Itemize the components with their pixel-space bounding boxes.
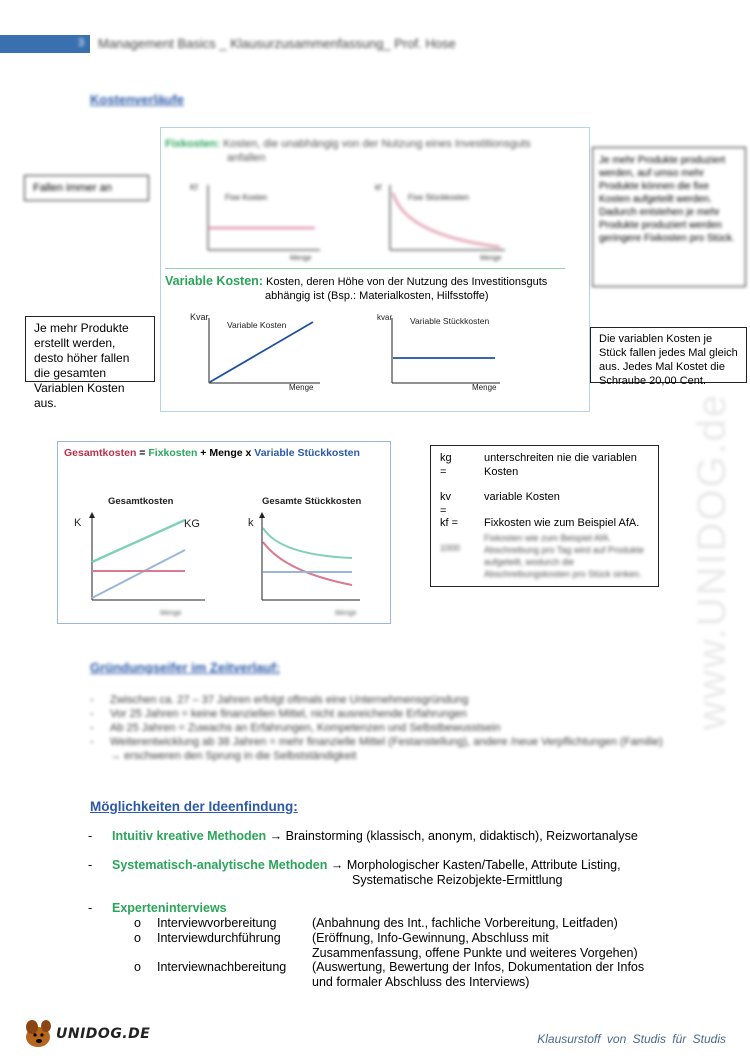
sub-desc-vorbereitung: (Anbahnung des Int., fachliche Vorbereitung, Leitfaden): [312, 916, 618, 930]
ideen-list: [88, 829, 688, 1029]
gruendung-item: - Vor 25 Jahren = keine finanziellen Mittel, nicht ausreichende Erfahrungen: [88, 707, 663, 721]
section-heading-ideen: Möglichkeiten der Ideenfindung:: [90, 799, 298, 814]
note-variable-stueck: Die variablen Kosten je Stück fallen jedes Mal gleich aus. Jedes Mal Kostet die Schraube 20,00 Cent.: [590, 327, 747, 383]
fixkosten-charts: [180, 175, 570, 265]
ideen-text-systematisch-2: Systematische Reizobjekte-Ermittlung: [352, 873, 563, 887]
logo-text: UNIDOG.DE: [56, 1026, 151, 1042]
section-heading-kosten: Kostenverläufe: [90, 92, 184, 107]
variable-kosten-desc2: abhängig ist (Bsp.: Materialkosten, Hilfsstoffe): [265, 290, 489, 302]
dog-icon: [22, 1017, 56, 1049]
sub-desc-nachbereitung: (Auswertung, Bewertung der Infos, Dokumentation der Infos und formaler Abschluss des Interviews): [312, 960, 645, 989]
formula-eq: =: [139, 447, 146, 459]
sub-name-vorbereitung: Interviewvorbereitung: [157, 916, 277, 930]
var-y1-label: Kvar: [190, 312, 209, 322]
ideen-text-systematisch: → Morphologischer Kasten/Tabelle, Attribute Listing,: [330, 858, 621, 872]
var-x1-label: Menge: [289, 383, 314, 392]
note-fixkosten-pro-stueck: Je mehr Produkte produziert werden, auf umso mehr Produkte können die fixe Kosten aufgeteilt werden. Dadurch entstehen je mehr Produkte produziert werden geringere Fixkosten pro Stück.: [592, 147, 746, 287]
fix-x2-label: Menge: [480, 255, 502, 262]
ideen-item-systematisch: - Systematisch-analytische Methoden → Morphologischer Kasten/Tabelle, Attribute Listing, Systematische Reizobjekte-Ermittlung: [88, 858, 688, 888]
legend-extra-text: Fixkosten wie zum Beispiel AfA. Abschreibung pro Tag wird auf Produkte aufgeteilt, wodurch die Abschreibungskosten pro Stück sinken.: [484, 533, 644, 579]
var-chart2-title: Variable Stückkosten: [410, 316, 490, 326]
gesamtkosten-charts: [60, 490, 390, 620]
fixkosten-block: [165, 137, 585, 165]
ideen-item-intuitiv: - Intuitiv kreative Methoden → Brainstorming (klassisch, anonym, didaktisch), Reizwortanalyse: [88, 829, 638, 843]
ideen-item-experten: - Experteninterviews: [88, 901, 227, 915]
fixkosten-label: Fixkosten:: [165, 138, 221, 150]
var-x2-label: Menge: [472, 383, 497, 392]
gruendung-list: [88, 693, 663, 763]
sub-bullet-icon: o: [134, 931, 141, 945]
fix-y1-label: Kf: [190, 183, 198, 192]
sub-bullet-icon: o: [134, 916, 141, 930]
variable-kosten-block: [165, 274, 585, 303]
fix-y2-label: kf: [375, 183, 382, 192]
section-heading-gruendung: Gründungseifer im Zeitverlauf:: [90, 660, 280, 675]
watermark: www.UNIDOG.de: [690, 392, 734, 730]
formula-fix: Fixkosten: [148, 447, 198, 459]
gesamt-y2-label: k: [248, 517, 254, 529]
gesamt-x1-label: Menge: [160, 610, 182, 617]
gesamt-kv-line: [92, 550, 185, 598]
gruendung-item: - Ab 25 Jahren = Zuwachs an Erfahrungen, Kompetenzen und Selbstbewusstsein: [88, 721, 663, 735]
legend-extra-key: 1000: [440, 543, 461, 553]
variable-kosten-charts: [185, 310, 525, 395]
gesamt-y1-label: K: [74, 517, 82, 529]
fix-chart2-title: Fixe Stückkosten: [408, 193, 469, 202]
legend-key-kg: kg =: [440, 452, 452, 478]
gesamt-kf-curve: [263, 542, 352, 585]
gruendung-item: - Zwischen ca. 27 – 37 Jahren erfolgt oftmals eine Unternehmensgründung: [88, 693, 663, 707]
sub-name-nachbereitung: Interviewnachbereitung: [157, 960, 287, 974]
gesamt-kg-line: [92, 520, 185, 562]
fix-chart1-title: Fixe Kosten: [225, 193, 268, 202]
gesamt-kg-label: KG: [184, 518, 200, 530]
document-title: Management Basics _ Klausurzusammenfassung_ Prof. Hose: [98, 36, 456, 51]
var-line: [210, 322, 313, 382]
gesamt-x2-label: Menge: [335, 610, 357, 617]
sub-desc-durchfuehrung: (Eröffnung, Info-Gewinnung, Abschluss mit Zusammenfassung, offene Punkte und weiteres Vorgehen): [312, 931, 638, 960]
fixkosten-desc2: anfallen: [227, 152, 266, 164]
ideen-label-intuitiv: Intuitiv kreative Methoden: [112, 829, 267, 843]
gesamt-chart2-title: Gesamte Stückkosten: [262, 496, 362, 507]
formula-menge: + Menge x: [200, 447, 252, 459]
ideen-text-intuitiv: → Brainstorming (klassisch, anonym, didaktisch), Reizwortanalyse: [269, 829, 638, 843]
sub-bullet-icon: o: [134, 960, 141, 974]
legend-val-kg: unterschreiten nie die variablen Kosten: [484, 452, 637, 478]
legend-key-kf: kf =: [440, 517, 459, 529]
fixkosten-desc: Kosten, die unabhängig von der Nutzung eines Investitionsguts: [223, 138, 531, 150]
gesamt-kg-curve: [263, 528, 352, 558]
unidog-logo: [22, 1017, 152, 1049]
figure-divider: [165, 268, 565, 269]
page-number: 3: [77, 37, 85, 49]
variable-kosten-label: Variable Kosten:: [165, 274, 263, 288]
var-y2-label: kvar: [377, 313, 393, 322]
ideen-label-experten: Experteninterviews: [112, 901, 227, 915]
note-fallen-immer-an: Fallen immer an: [24, 175, 149, 201]
gesamt-chart1-title: Gesamtkosten: [108, 496, 174, 507]
fix-x1-label: Menge: [290, 255, 312, 262]
note-variable-gesamt: Je mehr Produkte erstellt werden, desto höher fallen die gesamten Variablen Kosten aus.: [25, 316, 155, 382]
ideen-label-systematisch: Systematisch-analytische Methoden: [112, 858, 328, 872]
variable-kosten-desc: Kosten, deren Höhe von der Nutzung des Investitionsguts: [266, 276, 548, 288]
var-chart1-title: Variable Kosten: [227, 320, 287, 330]
formula-var: Variable Stückkosten: [254, 447, 360, 459]
sub-name-durchfuehrung: Interviewdurchführung: [157, 931, 281, 945]
legend-val-kv: variable Kosten: [484, 491, 560, 503]
footer-tagline: Klausurstoff von Studis für Studis: [537, 1032, 726, 1046]
gesamtkosten-formula: [64, 447, 360, 459]
gruendung-item: - Weiterentwicklung ab 38 Jahren = mehr finanzielle Mittel (Festanstellung), andere /neue Verpflichtungen (Familie) → erschweren den Sprung in die Selbstständigkeit: [88, 735, 663, 763]
legend-key-kv: kv =: [440, 491, 451, 517]
legend-val-kf: Fixkosten wie zum Beispiel AfA.: [484, 517, 640, 529]
formula-gesamt: Gesamtkosten: [64, 447, 137, 459]
